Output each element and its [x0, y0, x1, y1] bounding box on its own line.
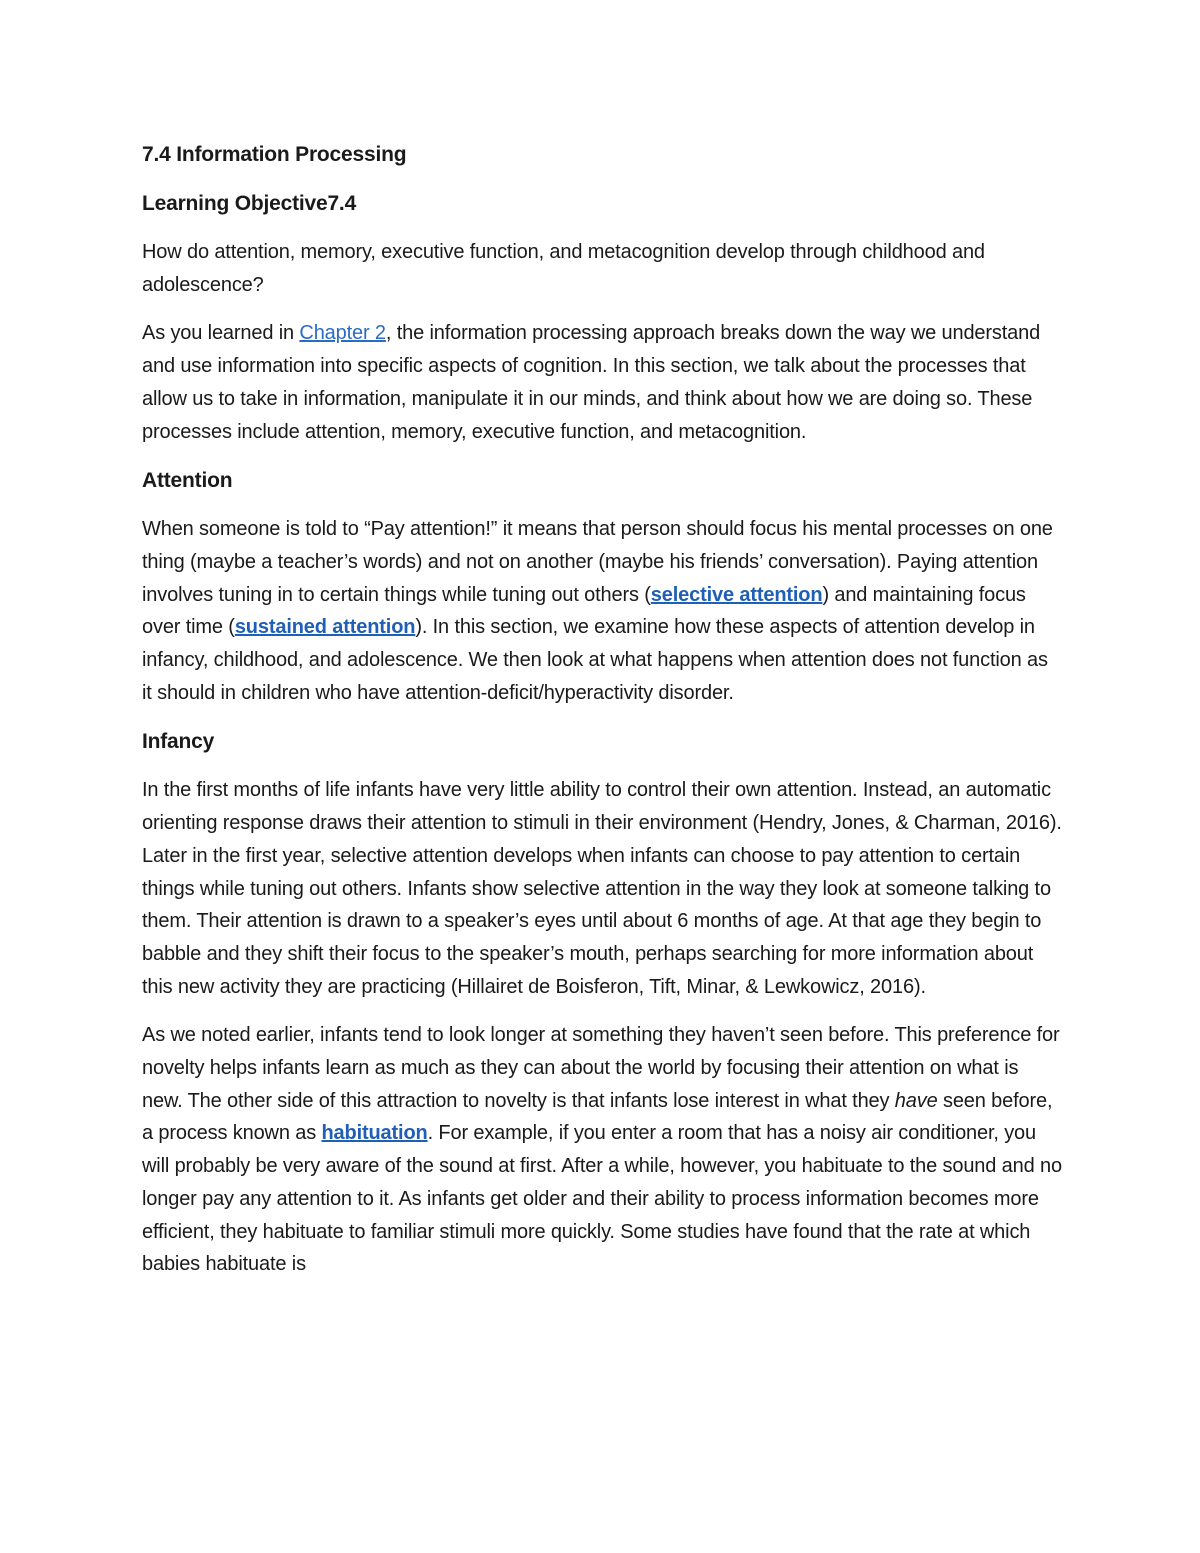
infancy-paragraph-1: In the first months of life infants have very little ability to control their own attention. Instead, an automatic orienting response draws their attention to stimuli in their environment (Hendry, Jones, & Charman, 2016). Later in the first year, selective attention develops when infants can choose to pay attention to certain things while tuning out others. Infants show selective attention in the way they look at someone talking to them. Their attention is drawn to a speaker’s eyes until about 6 months of age. At that age they begin to babble and they shift their focus to the speaker’s mouth, perhaps searching for more information about this new activity they are practicing (Hillairet de Boisferon, Tift, Minar, & Lewkowicz, 2016). — [142, 779, 1062, 998]
selective-attention-link[interactable]: selective attention — [650, 583, 823, 606]
infancy-heading: Infancy — [142, 730, 215, 754]
intro-paragraph — [142, 317, 1062, 448]
learning-objective-heading: Learning Objective7.4 — [142, 192, 357, 215]
infancy-p2-text-1: As we noted earlier, infants tend to look longer at something they haven’t seen before. This preference for novelty helps infants learn as much as they can about the world by focusing their attention on what is new. The other side of this attraction to novelty is that infants lose interest in what they — [142, 1024, 1060, 1112]
intro-text-start: As you learned in — [142, 322, 300, 345]
chapter-2-link[interactable]: Chapter 2 — [299, 322, 386, 345]
attention-text-3: ). In this section, we examine how these aspects of attention develop in infancy, childhood, and adolescence. We then look at what happens when attention does not function as it should in children who have attention-deficit/hyperactivity disorder. — [142, 616, 1048, 704]
intro-text-end: , the information processing approach breaks down the way we understand and use information into specific aspects of cognition. In this section, we talk about the processes that allow us to take in information, manipulate it in our minds, and think about how we are doing so. These processes include attention, memory, executive function, and metacognition. — [142, 322, 1041, 443]
attention-text-2: ) and maintaining focus over time ( — [142, 583, 1026, 639]
infancy-p2-emphasis: have — [894, 1089, 938, 1112]
section-title: 7.4 Information Processing — [142, 143, 407, 166]
learning-objective-question: How do attention, memory, executive function, and metacognition develop through childhood and adolescence? — [142, 241, 985, 296]
document-page — [142, 138, 1062, 1297]
infancy-p2-text-3: . For example, if you enter a room that has a noisy air conditioner, you will probably be very aware of the sound at first. After a while, however, you habituate to the sound and no longer pay any attention to it. As infants get older and their ability to process information becomes more efficient, they habituate to familiar stimuli more quickly. Some studies have found that the rate at which babies habituate is — [142, 1122, 1062, 1276]
habituation-link[interactable]: habituation — [321, 1122, 428, 1145]
infancy-p2-text-2: seen before, a process known as — [142, 1089, 1053, 1145]
attention-text-1: When someone is told to “Pay attention!” it means that person should focus his mental processes on one thing (maybe a teacher’s words) and not on another (maybe his friends’ conversation). Paying attention involves tuning in to certain things while tuning out others ( — [142, 518, 1053, 606]
attention-paragraph — [142, 513, 1062, 709]
attention-heading: Attention — [142, 469, 233, 493]
infancy-paragraph-2 — [142, 1019, 1062, 1281]
sustained-attention-link[interactable]: sustained attention — [234, 616, 416, 639]
